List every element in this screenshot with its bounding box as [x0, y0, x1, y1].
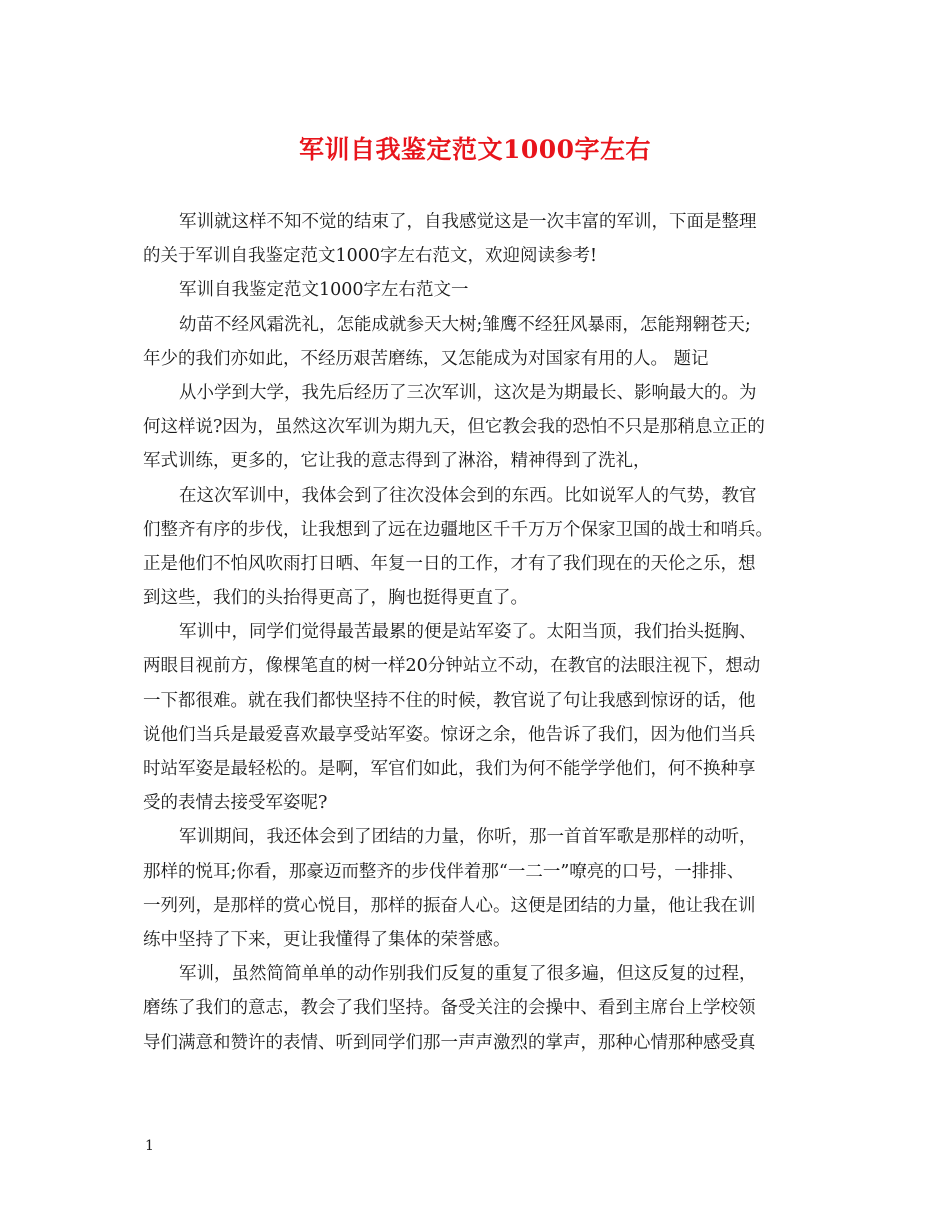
text-line: 一下都很难。就在我们都快坚持不住的时候，教官说了句让我感到惊讶的话，他 — [143, 690, 756, 711]
text-line: 时站军姿是最轻松的。是啊，军官们如此，我们为何不能学学他们，何不换种享 — [143, 759, 756, 779]
text-line: 军训，虽然简简单单的动作别我们反复的重复了很多遍，但这反复的过程， — [179, 964, 757, 985]
text-line: 的关于军训自我鉴定范文1000字左右范文，欢迎阅读参考! — [143, 246, 598, 267]
text-line: 那样的悦耳;你看，那豪迈而整齐的步伐伴着那“一二一”嘹亮的口号，一排排、 — [143, 861, 745, 882]
text-line: 幼苗不经风霜洗礼，怎能成就参天大树;雏鹰不经狂风暴雨，怎能翔翱苍天; — [179, 314, 751, 335]
text-line: 年少的我们亦如此，不经历艰苦磨练，又怎能成为对国家有用的人。 题记 — [143, 348, 709, 369]
text-line: 军式训练，更多的，它让我的意志得到了淋浴，精神得到了洗礼， — [143, 451, 651, 472]
text-line: 何这样说?因为，虽然这次军训为期九天，但它教会我的恐怕不只是那稍息立正的 — [143, 417, 765, 438]
text-line: 受的表情去接受军姿呢? — [143, 793, 328, 814]
text-line: 两眼目视前方，像棵笔直的树一样20分钟站立不动，在教官的法眼注视下，想动 — [143, 656, 761, 677]
text-line: 一列列，是那样的赏心悦目，那样的振奋人心。这便是团结的力量，他让我在训 — [143, 895, 756, 916]
text-line: 练中坚持了下来，更让我懂得了集体的荣誉感。 — [143, 929, 511, 950]
text-line: 在这次军训中，我体会到了往次没体会到的东西。比如说军人的气势，教官 — [179, 485, 757, 506]
text-line: 军训期间，我还体会到了团结的力量，你听，那一首首军歌是那样的动听， — [179, 827, 757, 848]
text-line: 军训中，同学们觉得最苦最累的便是站军姿了。太阳当顶，我们抬头挺胸、 — [179, 622, 757, 643]
text-line: 军训自我鉴定范文1000字左右范文一 — [179, 280, 469, 301]
text-line: 导们满意和赞许的表情、听到同学们那一声声激烈的掌声，那种心情那种感受真 — [143, 1032, 756, 1053]
text-line: 到这些，我们的头抬得更高了，胸也挺得更直了。 — [143, 588, 528, 609]
document-title: 军训自我鉴定范文1000字左右 — [298, 135, 652, 164]
text-line: 磨练了我们的意志，教会了我们坚持。备受关注的会操中、看到主席台上学校领 — [143, 998, 756, 1019]
text-line: 从小学到大学，我先后经历了三次军训，这次是为期最长、影响最大的。为 — [179, 382, 757, 403]
text-line: 军训就这样不知不觉的结束了，自我感觉这是一次丰富的军训，下面是整理 — [179, 212, 757, 232]
page-number: 1 — [145, 1138, 154, 1154]
text-line: 说他们当兵是最爱喜欢最享受站军姿。惊讶之余，他告诉了我们，因为他们当兵 — [143, 724, 756, 745]
text-line: 们整齐有序的步伐，让我想到了远在边疆地区千千万万个保家卫国的战士和哨兵。 — [143, 519, 773, 540]
document-body — [143, 205, 823, 1060]
text-line: 正是他们不怕风吹雨打日晒、年复一日的工作，才有了我们现在的天伦之乐，想 — [143, 553, 756, 574]
